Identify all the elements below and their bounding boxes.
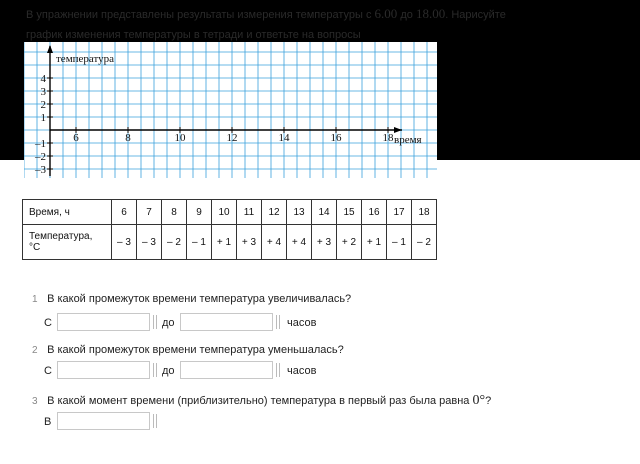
table-cell-hour: 13 [287, 200, 312, 225]
intro-line-1 [26, 6, 506, 22]
q1-from-resize-handle[interactable] [153, 315, 157, 329]
question-2 [32, 344, 344, 356]
table-row-temps [23, 225, 437, 260]
q2-from-label: С [44, 365, 52, 377]
q1-to-label: до [162, 317, 175, 329]
table-cell-temp: + 2 [337, 225, 362, 260]
temp-label-line-1: Температура, [29, 231, 93, 242]
temperature-table [22, 199, 437, 260]
question-3-degree: 0° [472, 393, 486, 408]
table-cell-temp: + 4 [262, 225, 287, 260]
intro-text-a: В упражнении представлены результаты измерения температуры с [26, 9, 375, 21]
y-tick-label: 2 [40, 99, 46, 111]
table-cell-hour: 14 [312, 200, 337, 225]
table-cell-temp: + 1 [362, 225, 387, 260]
question-1-text: В какой промежуток времени температура увеличивалась? [47, 293, 352, 305]
x-tick-label: 16 [330, 132, 342, 144]
table-cell-hour: 15 [337, 200, 362, 225]
intro-time-from: 6.00 [374, 6, 398, 21]
table-cell-temp: – 1 [187, 225, 212, 260]
q2-to-label: до [162, 365, 175, 377]
table-row-label-temps [23, 225, 112, 260]
graph-svg [24, 42, 437, 178]
table-cell-hour: 11 [237, 200, 262, 225]
q2-from-resize-handle[interactable] [153, 363, 157, 377]
table-cell-hour: 17 [387, 200, 412, 225]
table-cell-temp: – 3 [112, 225, 137, 260]
table-cell-temp: + 3 [312, 225, 337, 260]
x-tick-label: 18 [382, 132, 394, 144]
question-1 [32, 293, 351, 305]
q1-to-input[interactable] [180, 313, 273, 331]
table-cell-temp: – 3 [137, 225, 162, 260]
intro-text-c: . Нарисуйте [445, 9, 506, 21]
table-cell-hour: 9 [187, 200, 212, 225]
question-3 [32, 393, 491, 409]
temperature-graph [24, 42, 437, 178]
table-cell-hour: 16 [362, 200, 387, 225]
table-cell-hour: 8 [162, 200, 187, 225]
temp-label-line-2: °С [29, 242, 41, 253]
q2-to-input[interactable] [180, 361, 273, 379]
x-tick-label: 8 [125, 132, 131, 144]
q3-answer-input[interactable] [57, 412, 150, 430]
question-1-number: 1 [32, 294, 38, 305]
table-cell-hour: 6 [112, 200, 137, 225]
y-axis-label: температура [56, 53, 115, 65]
q1-unit-label: часов [287, 317, 317, 329]
y-tick-label: 3 [40, 86, 46, 98]
x-tick-label: 12 [226, 132, 238, 144]
intro-time-to: 18.00 [415, 6, 446, 21]
intro-text-b: до [397, 9, 416, 21]
table-cell-temp: + 4 [287, 225, 312, 260]
q3-prefix-label: В [44, 416, 52, 428]
x-tick-label: 6 [73, 132, 79, 144]
table-cell-hour: 7 [137, 200, 162, 225]
x-axis-label: время [394, 134, 422, 146]
q1-to-resize-handle[interactable] [276, 315, 280, 329]
q2-to-resize-handle[interactable] [276, 363, 280, 377]
y-tick-label: –2 [35, 151, 46, 163]
table-cell-temp: – 2 [162, 225, 187, 260]
table-cell-temp: – 1 [387, 225, 412, 260]
intro-line-2: график изменения температуры в тетради и ответьте на вопросы [26, 29, 361, 41]
q1-from-input[interactable] [57, 313, 150, 331]
question-3-text: В какой момент времени (приблизительно) температура в первый раз была равна [47, 395, 473, 407]
table-row-hours [23, 200, 437, 225]
y-tick-label: –1 [35, 138, 46, 150]
q2-from-input[interactable] [57, 361, 150, 379]
table-cell-temp: + 1 [212, 225, 237, 260]
q2-unit-label: часов [287, 365, 317, 377]
q3-resize-handle[interactable] [153, 414, 157, 428]
question-2-text: В какой промежуток времени температура уменьшалась? [47, 344, 344, 356]
x-tick-label: 10 [174, 132, 186, 144]
table-cell-temp: + 3 [237, 225, 262, 260]
x-tick-label: 14 [278, 132, 290, 144]
question-3-number: 3 [32, 396, 38, 407]
q1-from-label: С [44, 317, 52, 329]
side-dark-panel [437, 40, 640, 160]
question-3-mark: ? [485, 395, 492, 407]
table-cell-hour: 12 [262, 200, 287, 225]
table-row-label-hours: Время, ч [23, 200, 112, 225]
table-cell-hour: 18 [412, 200, 437, 225]
table-cell-temp: – 2 [412, 225, 437, 260]
question-2-number: 2 [32, 345, 38, 356]
y-tick-label: –3 [35, 164, 46, 176]
y-tick-label: 1 [40, 112, 46, 124]
table-cell-hour: 10 [212, 200, 237, 225]
y-tick-label: 4 [40, 73, 46, 85]
